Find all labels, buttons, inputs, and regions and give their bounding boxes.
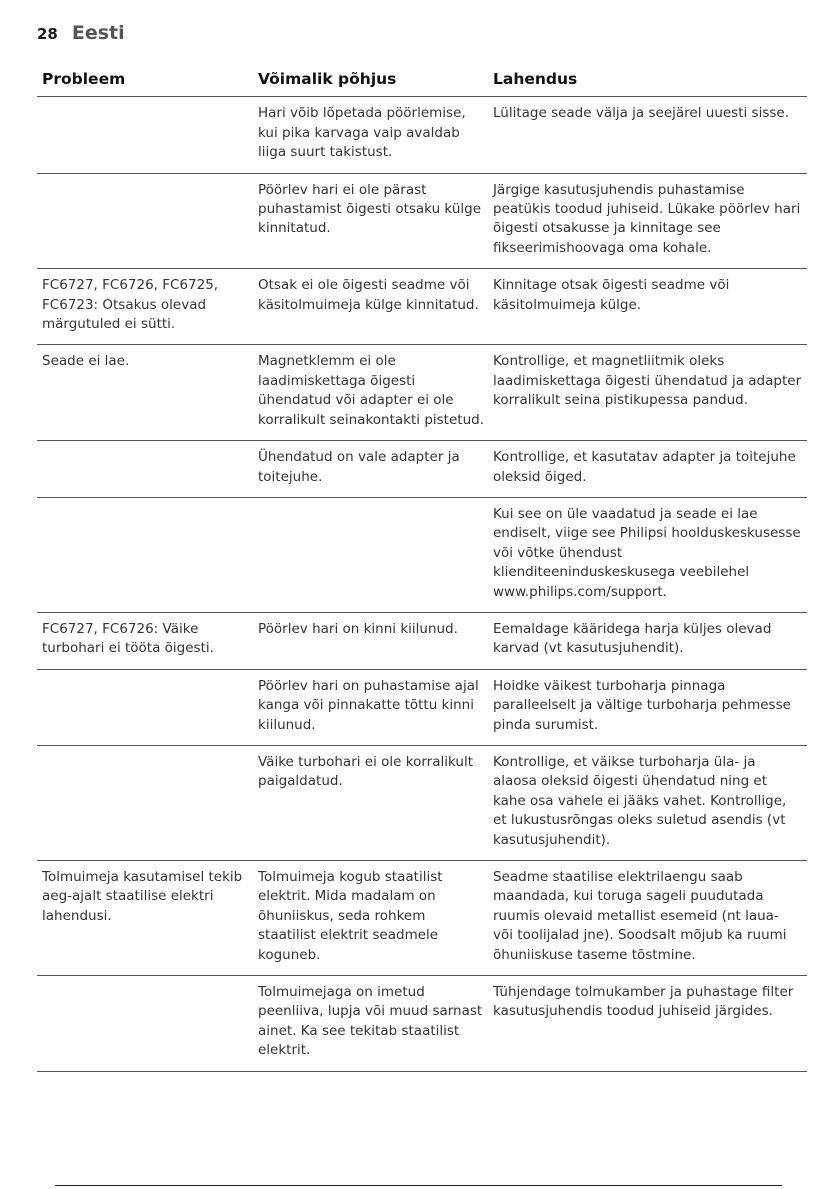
table-row xyxy=(37,269,807,345)
cause-cell xyxy=(253,497,488,612)
problem-cell xyxy=(37,441,253,498)
column-header-solution: Lahendus xyxy=(488,66,807,97)
table-row xyxy=(37,173,807,269)
cause-cell: Hari võib lõpetada pöörlemise, kui pika karvaga vaip avaldab liiga suurt takistust. xyxy=(253,97,488,173)
problem-cell: FC6727, FC6726: Väike turbohari ei tööta õigesti. xyxy=(37,612,253,669)
cause-cell: Pöörlev hari on kinni kiilunud. xyxy=(253,612,488,669)
cause-cell: Pöörlev hari on puhastamise ajal kanga või pinnakatte tõttu kinni kiilunud. xyxy=(253,669,488,745)
solution-cell: Järgige kasutusjuhendis puhastamise peatükis toodud juhiseid. Lükake pöörlev hari õigesti otsakusse ja kinnitage see fikseerimishoovaga oma kohale. xyxy=(488,173,807,269)
problem-cell xyxy=(37,745,253,860)
table-row xyxy=(37,669,807,745)
table-row xyxy=(37,976,807,1072)
footer-divider xyxy=(55,1185,782,1186)
cause-cell: Otsak ei ole õigesti seadme või käsitolmuimeja külge kinnitatud. xyxy=(253,269,488,345)
problem-cell xyxy=(37,669,253,745)
section-language-title: Eesti xyxy=(71,22,125,44)
table-header-row xyxy=(37,66,807,97)
page-number: 28 xyxy=(37,25,58,43)
table-row xyxy=(37,612,807,669)
solution-cell: Hoidke väikest turboharja pinnaga paralleelselt ja vältige turboharja pehmesse pinda surumist. xyxy=(488,669,807,745)
solution-cell: Lülitage seade välja ja seejärel uuesti sisse. xyxy=(488,97,807,173)
solution-cell: Kontrollige, et väikse turboharja üla- ja alaosa oleksid õigesti ühendatud ning et kahe osa vahele ei jääks vahet. Kontrollige, et lukustusrõngas oleks suletud asendis (vt kasutusjuhendit). xyxy=(488,745,807,860)
cause-cell: Pöörlev hari ei ole pärast puhastamist õigesti otsaku külge kinnitatud. xyxy=(253,173,488,269)
solution-cell: Tühjendage tolmukamber ja puhastage filter kasutusjuhendis toodud juhiseid järgides. xyxy=(488,976,807,1072)
solution-cell: Kontrollige, et kasutatav adapter ja toitejuhe oleksid õiged. xyxy=(488,441,807,498)
table-row xyxy=(37,745,807,860)
cause-cell: Magnetklemm ei ole laadimiskettaga õigesti ühendatud või adapter ei ole korralikult seinakontakti pistetud. xyxy=(253,345,488,441)
column-header-problem: Probleem xyxy=(37,66,253,97)
table-row xyxy=(37,345,807,441)
solution-cell: Eemaldage kääridega harja küljes olevad karvad (vt kasutusjuhendit). xyxy=(488,612,807,669)
table-row xyxy=(37,861,807,976)
cause-cell: Ühendatud on vale adapter ja toitejuhe. xyxy=(253,441,488,498)
problem-cell xyxy=(37,173,253,269)
column-header-cause: Võimalik põhjus xyxy=(253,66,488,97)
cause-cell: Väike turbohari ei ole korralikult paigaldatud. xyxy=(253,745,488,860)
table-row xyxy=(37,97,807,173)
problem-cell xyxy=(37,976,253,1072)
cause-cell: Tolmuimeja kogub staatilist elektrit. Mida madalam on õhuniiskus, seda rohkem staatilist elektrit seadmele koguneb. xyxy=(253,861,488,976)
problem-cell: Seade ei lae. xyxy=(37,345,253,441)
problem-cell xyxy=(37,97,253,173)
problem-cell: FC6727, FC6726, FC6725, FC6723: Otsakus olevad märgutuled ei sütti. xyxy=(37,269,253,345)
troubleshooting-table xyxy=(37,66,807,1072)
solution-cell: Kui see on üle vaadatud ja seade ei lae endiselt, viige see Philipsi hoolduskeskusesse või võtke ühendust klienditeeninduskeskusega veebilehel www.philips.com/support. xyxy=(488,497,807,612)
solution-cell: Kontrollige, et magnetliitmik oleks laadimiskettaga õigesti ühendatud ja adapter korralikult seina pistikupessa pandud. xyxy=(488,345,807,441)
page-header xyxy=(37,22,125,44)
problem-cell xyxy=(37,497,253,612)
solution-cell: Kinnitage otsak õigesti seadme või käsitolmuimeja külge. xyxy=(488,269,807,345)
table-row xyxy=(37,497,807,612)
cause-cell: Tolmuimejaga on imetud peenliiva, lupja või muud sarnast ainet. Ka see tekitab staatilist elektrit. xyxy=(253,976,488,1072)
problem-cell: Tolmuimeja kasutamisel tekib aeg-ajalt staatilise elektri lahendusi. xyxy=(37,861,253,976)
solution-cell: Seadme staatilise elektrilaengu saab maandada, kui toruga sageli puudutada ruumis olevaid metallist esemeid (nt laua- või toolijalad jne). Soodsalt mõjub ka ruumi õhuniiskuse taseme tõstmine. xyxy=(488,861,807,976)
table-row xyxy=(37,441,807,498)
